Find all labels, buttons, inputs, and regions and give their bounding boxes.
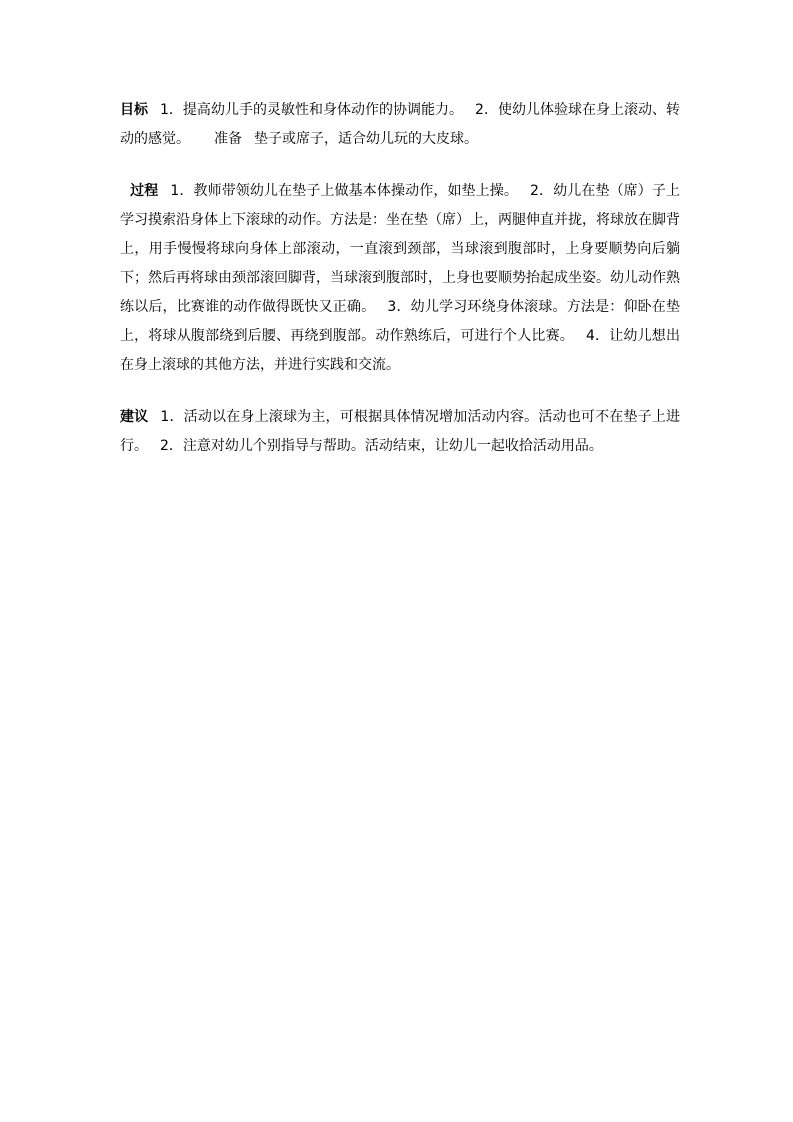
goal-item-1: 1．提高幼儿手的灵敏性和身体动作的协调能力。	[160, 102, 464, 118]
suggestion-item-2: 2．注意对幼儿个别指导与帮助。活动结束，让幼儿一起收拾活动用品。	[160, 438, 603, 454]
document-page	[120, 96, 680, 461]
process-item-1: 1．教师带领幼儿在垫子上做基本体操动作，如垫上操。	[170, 183, 518, 199]
suggestion-item-1: 1．活动以在身上滚球为主，可根据具体情况增加活动内容。活动也可不在垫子上进行。	[120, 409, 681, 454]
process-item-4: 4．让幼儿想出在身上滚球的其他方法，并进行实践和交流。	[120, 328, 680, 373]
preparation-text: 垫子或席子，适合幼儿玩的大皮球。	[254, 131, 478, 147]
process-heading: 过程	[130, 183, 159, 199]
suggestion-heading: 建议	[120, 409, 149, 425]
goal-item-2: 2．使幼儿体验球在身上滚动、转动的感觉。	[120, 102, 681, 147]
process-item-3: 3．幼儿学习环绕身体滚球。方法是：仰卧在垫上，将球从腹部绕到后腰、再绕到腹部。动作熟练后，可进行个人比赛。	[120, 299, 680, 344]
process-paragraph	[120, 177, 680, 380]
suggestion-paragraph	[120, 403, 680, 461]
process-item-2: 2．幼儿在垫（席）子上学习摸索沿身体上下滚球的动作。方法是：坐在垫（席）上，两腿伸直并拢，将球放在脚背上，用手慢慢将球向身体上部滚动，一直滚到颈部，当球滚到腹部时，上身要顺势向后躺下；然后再将球由颈部滚回脚背，当球滚到腹部时，上身也要顺势抬起成坐姿。幼儿动作熟练以后，比赛谁的动作做得既快又正确。	[120, 183, 681, 315]
goal-heading: 目标	[120, 102, 149, 118]
goal-paragraph	[120, 96, 680, 154]
preparation-heading: 准备	[214, 131, 242, 147]
